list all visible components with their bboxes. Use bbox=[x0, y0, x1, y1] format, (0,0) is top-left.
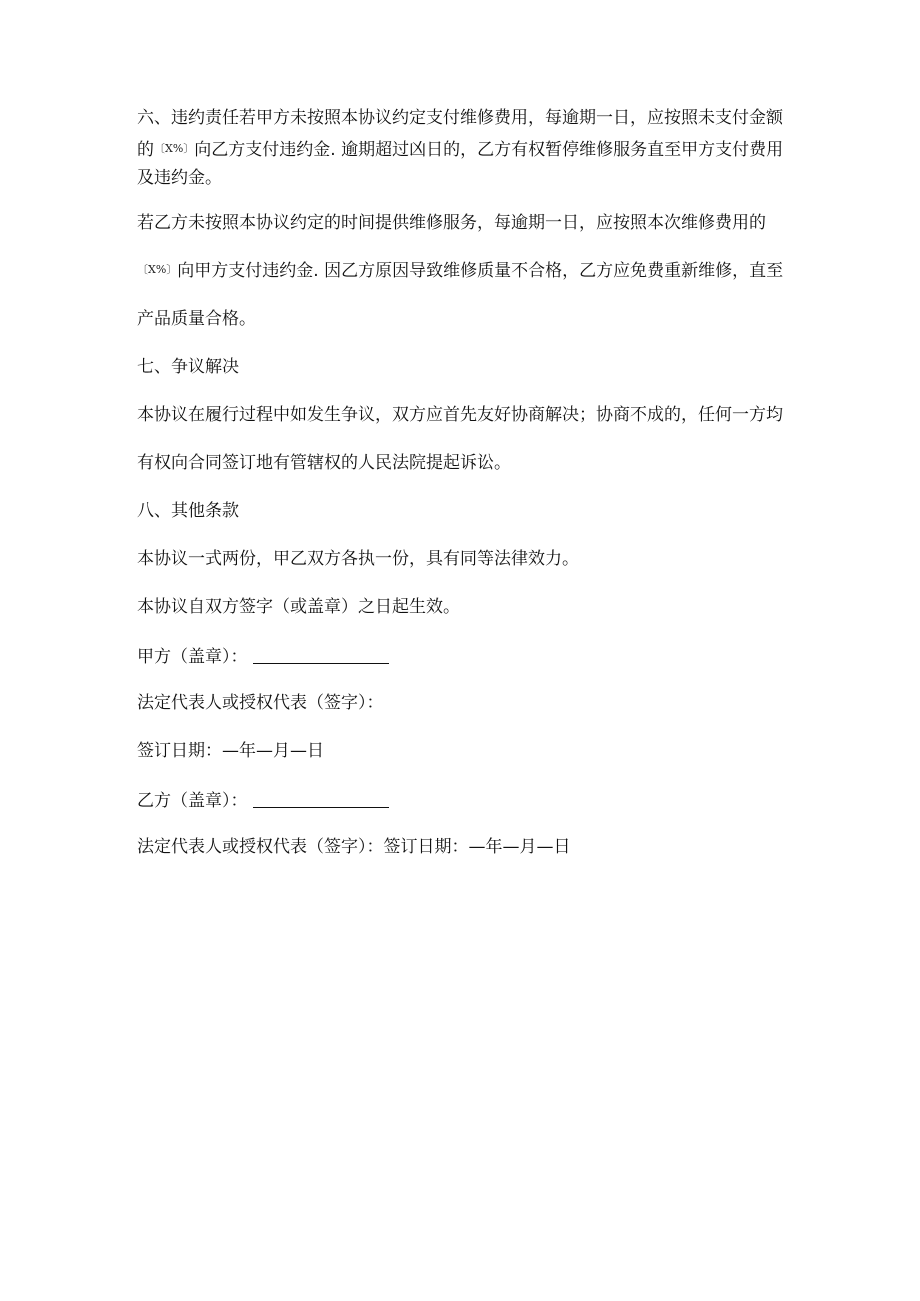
section8-line2: 本协议自双方签字（或盖章）之日起生效。 bbox=[137, 597, 460, 617]
section6-line2-post: 向乙方支付违约金. 逾期超过凶日的，乙方有权暂停维修服务直至甲方支付费用 bbox=[194, 140, 784, 160]
party-a-seal-blank[interactable] bbox=[253, 645, 389, 664]
section8-heading: 八、其他条款 bbox=[137, 501, 239, 521]
party-a-seal-label: 甲方（盖章）： bbox=[137, 647, 248, 667]
section6-line1: 六、违约责任若甲方未按照本协议约定支付维修费用，每逾期一日，应按照未支付金额 bbox=[137, 108, 783, 128]
party-b-rep-and-date: 法定代表人或授权代表（签字）：签订日期：—年—月—日 bbox=[137, 837, 571, 857]
section8-line1: 本协议一式两份，甲乙双方各执一份，具有同等法律效力。 bbox=[137, 549, 579, 569]
party-b-seal-label: 乙方（盖章）： bbox=[137, 791, 248, 811]
party-a-seal-line bbox=[137, 643, 389, 667]
section6-para2-line3: 产品质量合格。 bbox=[137, 309, 256, 329]
penalty-rate-placeholder-2: 〔X%〕 bbox=[137, 263, 178, 276]
penalty-rate-placeholder: 〔X%〕 bbox=[154, 142, 195, 155]
section7-line1: 本协议在履行过程中如发生争议，双方应首先友好协商解决；协商不成的，任何一方均 bbox=[137, 405, 783, 425]
section6-line2 bbox=[137, 138, 783, 162]
section6-line2-pre: 的 bbox=[137, 140, 154, 160]
party-b-seal-line bbox=[137, 787, 389, 811]
section6-line3: 及违约金。 bbox=[137, 168, 222, 188]
section6-para2-line2-post: 向甲方支付违约金. 因乙方原因导致维修质量不合格，乙方应免费重新维修，直至 bbox=[177, 261, 784, 281]
party-a-date: 签订日期：—年—月—日 bbox=[137, 741, 324, 761]
party-a-rep-label: 法定代表人或授权代表（签字）： bbox=[137, 693, 384, 713]
section7-line2: 有权向合同签订地有管辖权的人民法院提起诉讼。 bbox=[137, 453, 511, 473]
section6-para2-line1: 若乙方未按照本协议约定的时间提供维修服务，每逾期一日，应按照本次维修费用的 bbox=[137, 213, 766, 233]
party-b-seal-blank[interactable] bbox=[253, 789, 389, 808]
section6-para2-line2 bbox=[137, 259, 783, 283]
section7-heading: 七、争议解决 bbox=[137, 357, 239, 377]
